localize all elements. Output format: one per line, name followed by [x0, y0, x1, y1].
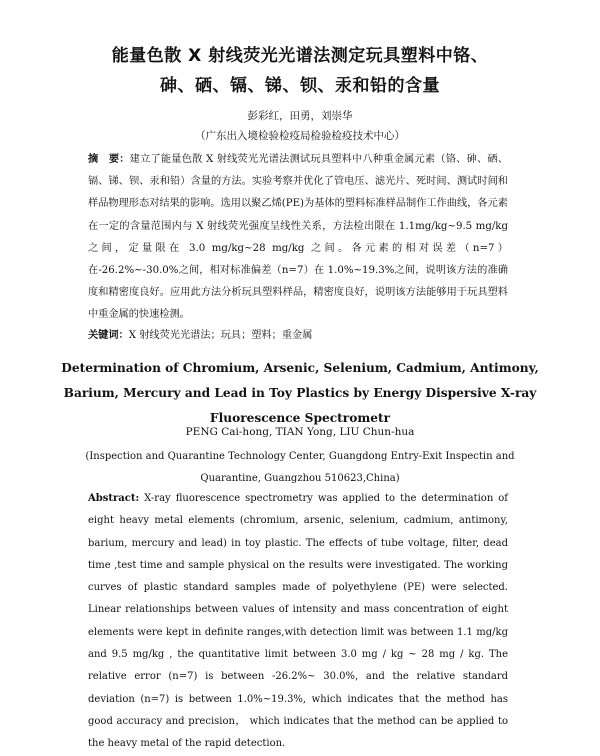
chinese-title-line-2: 砷、硒、镉、锑、钡、汞和铅的含量: [160, 76, 440, 96]
chinese-abstract-text: 建立了能量色散 X 射线荧光光谱法测试玩具塑料中八种重金属元素（铬、砷、硒、镉、锑、钡、汞和铅）含量的方法。实验考察并优化了管电压、滤光片、死时间、测试时间和样品物理形态对结果的影响。选用以聚乙烯(PE)为基体的塑料标准样品制作工作曲线，各元素在一定的含量范围内与 X 射线荧光强度呈线性关系，方法检出限在 1.1mg/kg~9.5 mg/kg 之间，定量限在 3.0 mg/kg~28 mg/kg 之间。各元素的相对误差（n=7）在-26.2%~-30.0%之间，相对标准偏差（n=7）在 1.0%~19.3%之间，说明该方法的准确度和精密度良好。应用此方法分析玩具塑料样品，精密度良好，说明该方法能够用于玩具塑料中重金属的快速检测。: [88, 154, 509, 321]
chinese-authors: 彭彩红，田勇，刘崇华: [247, 110, 353, 122]
english-abstract: [88, 488, 508, 756]
chinese-affiliation: （广东出入境检验检疫局检验检疫技术中心）: [195, 130, 405, 142]
english-authors: PENG Cai-hong, TIAN Yong, LIU Chun-hua: [185, 426, 415, 438]
english-abstract-label: Abstract:: [88, 493, 140, 504]
chinese-abstract: [88, 148, 508, 327]
english-affiliation: (Inspection and Quarantine Technology Center, Guangdong Entry-Exit Inspectin and Quarantine, Guangzhou 510623,China): [85, 451, 515, 484]
chinese-keywords-text: X 射线荧光光谱法；玩具；塑料；重金属: [128, 330, 313, 341]
english-title: Determination of Chromium, Arsenic, Selenium, Cadmium, Antimony, Barium, Mercury and Lead in Toy Plastics by Energy Dispersive X-ray Fluorescence Spectrometr: [61, 361, 539, 425]
chinese-keywords: [88, 326, 508, 341]
chinese-title-line-1: 能量色散 X 射线荧光光谱法测定玩具塑料中铬、: [111, 46, 489, 66]
english-abstract-text: X-ray fluorescence spectrometry was applied to the determination of eight heavy metal elements (chromium, arsenic, selenium, cadmium, antimony, barium, mercury and lead) in toy plastic. The effects of tube voltage, filter, dead time ,test time and sample physical on the results were investigated. The working curves of plastic standard samples made of polyethylene (PE) were selected. Linear relationships between values of intensity and mass concentration of eight elements were kept in definite ranges,with detection limit was between 1.1 mg/kg and 9.5 mg/kg , the quantitative limit between 3.0 mg / kg ~ 28 mg / kg. The relative error (n=7) is between -26.2%~ 30.0%, and the relative standard deviation (n=7) is between 1.0%~19.3%, which indicates that the method has good accuracy and precision， which indicates that the method can be applied to the heavy metal of the rapid detection.: [88, 493, 508, 750]
chinese-abstract-label: 摘 要：: [88, 153, 130, 165]
chinese-keywords-label: 关键词：: [88, 329, 129, 341]
